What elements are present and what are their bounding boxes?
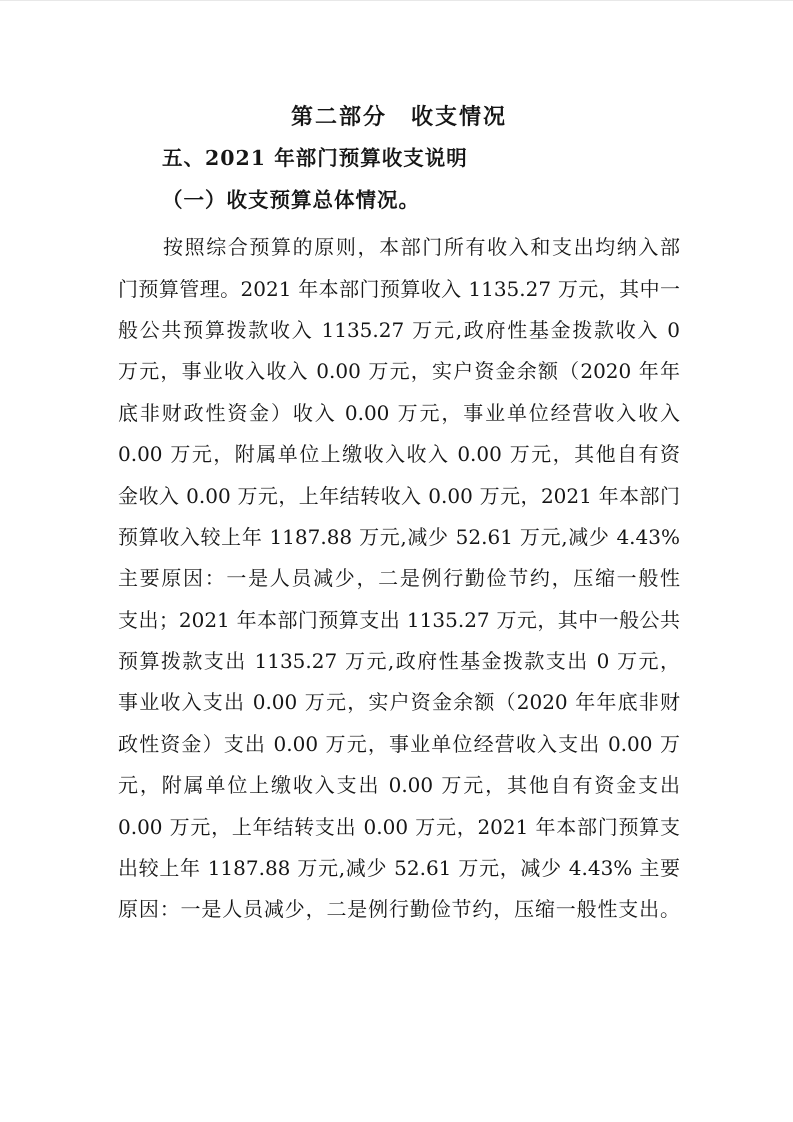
- body-line-15: 0.00 万元，上年结转支出 0.00 万元，2021 年本部门预算支: [118, 814, 680, 839]
- body-line-7: 金收入 0.00 万元，上年结转收入 0.00 万元，2021 年本部门: [118, 483, 680, 508]
- body-line-14: 元，附属单位上缴收入支出 0.00 万元，其他自有资金支出: [118, 773, 680, 798]
- body-line-3: 般公共预算拨款收入 1135.27 万元,政府性基金拨款收入 0: [118, 317, 680, 342]
- body-line-17: 原因：一是人员减少，二是例行勤俭节约，压缩一般性支出。: [118, 897, 680, 922]
- body-line-12: 事业收入支出 0.00 万元，实户资金余额（2020 年年底非财: [118, 690, 680, 715]
- body-line-16: 出较上年 1187.88 万元,减少 52.61 万元，减少 4.43% 主要: [118, 856, 680, 881]
- section-title: 第二部分 收支情况: [290, 104, 507, 130]
- heading-budget-explanation: 五、2021 年部门预算收支说明: [162, 146, 468, 171]
- page-top-edge: [0, 0, 793, 1]
- body-line-2: 门预算管理。2021 年本部门预算收入 1135.27 万元，其中一: [118, 276, 680, 301]
- body-line-6: 0.00 万元，附属单位上缴收入收入 0.00 万元，其他自有资: [118, 442, 680, 467]
- body-line-10: 支出；2021 年本部门预算支出 1135.27 万元，其中一般公共: [118, 607, 680, 632]
- body-line-13: 政性资金）支出 0.00 万元，事业单位经营收入支出 0.00 万: [118, 731, 680, 756]
- budget-paragraph: [118, 227, 680, 931]
- body-line-11: 预算拨款支出 1135.27 万元,政府性基金拨款支出 0 万元，: [118, 649, 680, 674]
- body-line-8: 预算收入较上年 1187.88 万元,减少 52.61 万元,减少 4.43%: [118, 524, 680, 549]
- body-line-1: 按照综合预算的原则，本部门所有收入和支出均纳入部: [163, 235, 680, 260]
- body-line-5: 底非财政性资金）收入 0.00 万元，事业单位经营收入收入: [118, 400, 680, 425]
- document-content: [118, 97, 680, 931]
- body-line-9: 主要原因：一是人员减少，二是例行勤俭节约，压缩一般性: [118, 566, 680, 591]
- subheading-overall-budget-situation: （一）收支预算总体情况。: [162, 187, 420, 212]
- body-line-4: 万元，事业收入收入 0.00 万元，实户资金余额（2020 年年: [118, 359, 680, 384]
